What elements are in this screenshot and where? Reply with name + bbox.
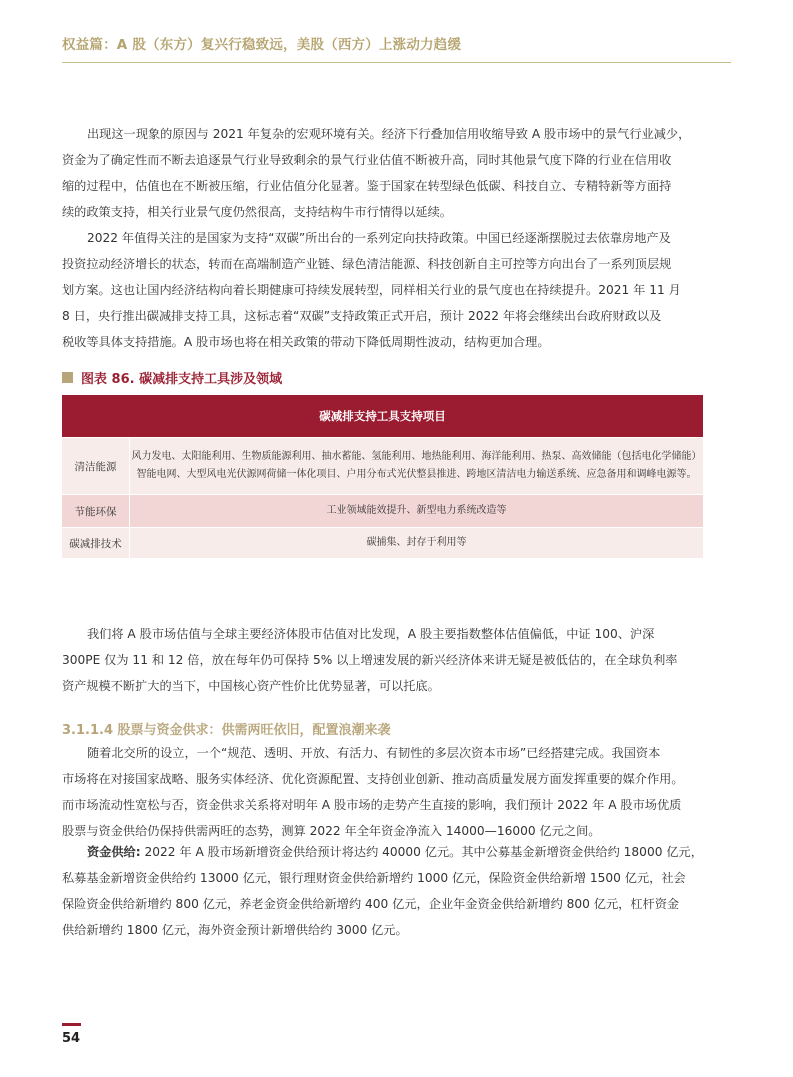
caption-square-icon — [62, 372, 73, 383]
body-paragraph-2 — [62, 225, 734, 355]
table-row — [62, 437, 703, 494]
body-paragraph-5 — [62, 839, 734, 943]
text-line: 供给新增约 1800 亿元，海外资金预计新增供给约 3000 亿元。 — [62, 923, 408, 937]
row-label: 碳减排技术 — [62, 528, 130, 558]
table-row — [62, 494, 703, 527]
page-number: 54 — [62, 1031, 81, 1046]
header-divider — [62, 62, 731, 63]
running-header-title: 权益篇：A 股（东方）复兴行稳致远，美股（西方）上涨动力趋缓 — [62, 37, 462, 53]
body-paragraph-4 — [62, 740, 734, 844]
text-line: 300PE 仅为 11 和 12 倍，放在每年仍可保持 5% 以上增速发展的新兴经济体来讲无疑是被低估的，在全球负利率 — [62, 653, 678, 667]
figure-caption-text: 图表 86. 碳减排支持工具涉及领域 — [81, 372, 283, 387]
text-line: 市场将在对接国家战略、服务实体经济、优化资源配置、支持创业创新、推动高质量发展方面发挥重要的媒介作用。 — [62, 772, 684, 786]
footer-accent-bar — [62, 1023, 81, 1026]
bold-lead-label: 资金供给: — [87, 845, 141, 859]
table-row — [62, 527, 703, 558]
text-line: 续的政策支持，相关行业景气度仍然很高，支持结构牛市行情得以延续。 — [62, 205, 452, 219]
row-content — [130, 495, 703, 527]
text-line: 2022 年值得关注的是国家为支持“双碳”所出台的一系列定向扶持政策。中国已经逐渐摆脱过去依靠房地产及 — [87, 231, 671, 245]
text-line — [62, 839, 734, 865]
text-line: 我们将 A 股市场估值与全球主要经济体股市估值对比发现，A 股主要指数整体估值偏低，中证 100、沪深 — [87, 627, 655, 641]
text-line: 保险资金供给新增约 800 亿元，养老金资金供给新增约 400 亿元，企业年金资金供给新增约 800 亿元，杠杆资金 — [62, 897, 680, 911]
row-label: 节能环保 — [62, 495, 130, 527]
text-line: 资金为了确定性而不断去追逐景气行业导致剩余的景气行业估值不断被升高，同时其他景气度下降的行业在信用收 — [62, 153, 672, 167]
body-paragraph-3 — [62, 621, 734, 699]
row-content — [130, 528, 703, 558]
row-content-line: 智能电网、大型风电光伏源网荷储一体化项目、户用分布式光伏整县推进、跨地区清洁电力输送系统、应急备用和调峰电源等。 — [136, 469, 697, 480]
table-header: 碳减排支持工具支持项目 — [62, 395, 703, 437]
figure-caption — [62, 368, 282, 387]
row-content-line: 碳捕集、封存于利用等 — [366, 537, 467, 548]
row-label: 清洁能源 — [62, 438, 130, 494]
body-paragraph-1 — [62, 121, 734, 225]
text-line-rest: 2022 年 A 股市场新增资金供给预计将达约 40000 亿元。其中公募基金新增资金供给约 18000 亿元， — [140, 845, 703, 859]
row-content — [130, 438, 703, 494]
section-heading: 3.1.1.4 股票与资金供求：供需两旺依旧，配置浪潮来袭 — [62, 723, 391, 738]
text-line: 税收等具体支持措施。A 股市场也将在相关政策的带动下降低周期性波动，结构更加合理。 — [62, 335, 550, 349]
text-line: 而市场流动性宽松与否，资金供求关系将对明年 A 股市场的走势产生直接的影响，我们预计 2022 年 A 股市场优质 — [62, 798, 682, 812]
text-line: 资产规模不断扩大的当下，中国核心资产性价比优势显著，可以托底。 — [62, 679, 440, 693]
text-line: 投资拉动经济增长的状态，转而在高端制造产业链、绿色清洁能源、科技创新自主可控等方向出台了一系列顶层规 — [62, 257, 672, 271]
text-line: 8 日，央行推出碳减排支持工具，这标志着“双碳”支持政策正式开启，预计 2022 年将会继续出台政府财政以及 — [62, 309, 662, 323]
text-line: 随着北交所的设立，一个“规范、透明、开放、有活力、有韧性的多层次资本市场”已经搭建完成。我国资本 — [87, 746, 661, 760]
text-line: 股票与资金供给仍保持供需两旺的态势，测算 2022 年全年资金净流入 14000—16000 亿元之间。 — [62, 824, 601, 838]
row-content-line: 风力发电、太阳能利用、生物质能源利用、抽水蓄能、氢能利用、地热能利用、海洋能利用、热泵、高效储能（包括电化学储能） — [131, 451, 702, 462]
row-content-line: 工业领域能效提升、新型电力系统改造等 — [326, 505, 507, 516]
text-line: 缩的过程中，估值也在不断被压缩，行业估值分化显著。鉴于国家在转型绿色低碳、科技自立、专精特新等方面持 — [62, 179, 672, 193]
support-projects-table — [62, 395, 703, 558]
text-line: 私募基金新增资金供给约 13000 亿元，银行理财资金供给新增约 1000 亿元，保险资金供给新增 1500 亿元，社会 — [62, 871, 686, 885]
text-line: 出现这一现象的原因与 2021 年复杂的宏观环境有关。经济下行叠加信用收缩导致 A 股市场中的景气行业减少， — [87, 127, 691, 141]
text-line: 划方案。这也让国内经济结构向着长期健康可持续发展转型，同样相关行业的景气度也在持续提升。2021 年 11 月 — [62, 283, 681, 297]
